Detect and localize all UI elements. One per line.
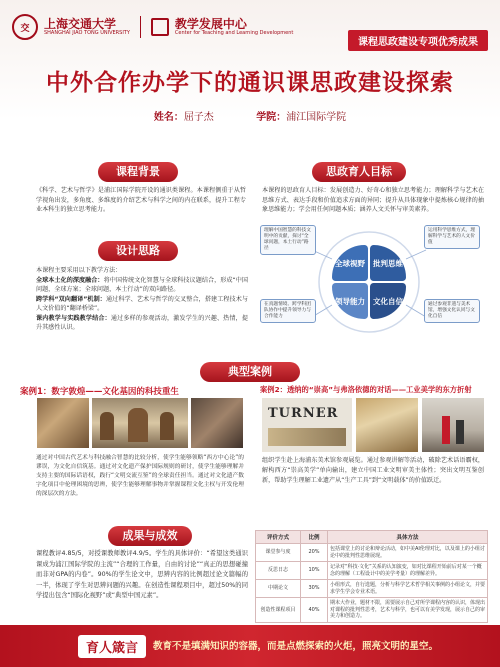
design-point-2 [36, 295, 248, 314]
case-2-text: 组织学生赴上海浦东美术馆参观展览。通过参观讲解等活动，破除艺术话语霸权，解构西方“崇高美学”单向输出，建立中国工业文明审美主体性；突出文明互鉴创新，帮助学生理解工业遗产从“生产工具”到“文明载体”的价值跃迁。 [262, 457, 484, 484]
goal-text: 本课程的思政育人目标：发展创造力、好奇心和独立思考能力；理解科学与艺术在思维方式、表达手段和价值追求方面的异同；提升从具体现象中提炼核心规律的抽象思维能力；学会用任何问题本质；涵养人文关怀与审美素养。 [262, 187, 484, 213]
table-cell: 30% [301, 580, 328, 598]
motto-banner [0, 625, 500, 667]
design-section-title: 设计思路 [98, 241, 178, 261]
table-cell: 小组形式，自行选题，分析与科学艺术哲学相关事例的小组论文，并要求学生学会专业术语。 [328, 580, 488, 598]
table-cell: 中期论文 [256, 580, 301, 598]
dunhuang-grotto-photo [92, 398, 188, 448]
poster-title: 中外合作办学下的通识课思政建设探索 [46, 70, 454, 96]
goal-section-title: 思政育人目标 [312, 162, 406, 182]
design-point-1-title: 全球本土化的深度融合： [36, 276, 104, 284]
table-row [256, 598, 488, 623]
table-header: 评价方式 [256, 531, 301, 544]
table-row [256, 562, 488, 580]
center-logo-icon [151, 18, 169, 36]
logo-bar [0, 0, 500, 54]
motto-text: 教育不是填满知识的容器，而是点燃探索的火炬，照亮文明的星空。 [153, 641, 439, 652]
design-point-1 [36, 276, 248, 295]
design-point-3 [36, 314, 248, 333]
quadrant-leadership: 领导能力 [332, 283, 368, 319]
motto-label: 育人箴言 [78, 635, 146, 658]
table-header-row [256, 531, 488, 544]
university-logo-text [44, 18, 130, 37]
table-cell: 期末大作业，题材不限，需要展示自己对所学课程内容的认识，体现出对课程的批判性思考，艺术与科学，也可以有美学发现，展示自己的审美力和创造力。 [328, 598, 488, 623]
cases-section-title: 典型案例 [200, 362, 300, 382]
case-1-title: 案例1：数字敦煌——文化基因的科技重生 [20, 387, 179, 397]
table-header: 具体方法 [328, 531, 488, 544]
university-name-en: SHANGHAI JIAO TONG UNIVERSITY [44, 29, 130, 36]
center-name: 教学发展中心 [174, 16, 247, 31]
background-text: 《科学、艺术与哲学》是浦江国际学院开设的通识类课程。本课程侧重于从哲学视角出发，多角度、多维度的介绍艺术与科学之间的内在联系，提升工程专业本科生的独立思考能力。 [36, 187, 246, 213]
university-name: 上海交通大学 [44, 16, 117, 31]
table-cell: 包括课堂上的讨论和辩论活动，如中美AI伦理对比，以及课上的小组讨论中的批判性思维展现。 [328, 544, 488, 562]
author-line [0, 108, 500, 123]
table-cell: 40% [301, 598, 328, 623]
table-cell: 记录对“科技·文化”关系的认知演变，如对比课程开始前后对某一个概念的理解（工程设计中的美学考量）的理解差异。 [328, 562, 488, 580]
award-ribbon: 课程思政建设专项优秀成果 [348, 30, 488, 51]
diagram-box-leadership: 在真题情境、跨学科团队协作中提升领导力与合作能力 [260, 299, 316, 323]
design-text [36, 266, 248, 333]
table-cell: 课堂参与度 [256, 544, 301, 562]
college-name: 浦江国际学院 [286, 112, 347, 123]
table-row [256, 544, 488, 562]
table-cell: 创造性课程项目 [256, 598, 301, 623]
name-label: 姓名： [153, 112, 184, 123]
design-point-3-text: 通过多样的参观活动，激发学生的兴趣、热情，提升其感性认识。 [36, 314, 248, 331]
diagram-box-critical: 运用科学思维方式，理解科学与艺术的人文价值 [424, 225, 480, 249]
results-text: 课程教评4.85/5，对授课教师教评4.9/5。学生的具体评价：“希望这类通识课成为浦江国际学院的主流”“合理的工作量，自由的讨论”“真正的思想碰撞而非对GPA的内卷”。90%的学生论文中，思辨内容的比例超过论文篇幅的一半，体现了学生对思辨问题的兴趣。在创造性课程项目中，超过50%的同学提出包含“国际化视野”或“典型中国元素”。 [36, 550, 248, 599]
center-logo-text [175, 18, 293, 37]
case-1-text: 通过对中国古代艺术与科技融合智慧的比较分析，使学生能够领略“西方中心论”的谬误，为文化自信筑基。通过对文化遗产保护国际规则的研讨，使学生能够理解并支持主要的国际话语权，践行“文明交流互鉴”的全球责任担当。通过对文化遗产数字化项目中伦理困境的思辨，使学生能够理解事物并掌握课程文化主权与开发伦理的深层次的方法。 [36, 455, 244, 497]
logo-divider [140, 16, 141, 38]
logos [12, 14, 293, 40]
table-cell: 反思日志 [256, 562, 301, 580]
competency-diagram [254, 217, 484, 347]
author-name: 屈子杰 [183, 112, 214, 123]
turner-painting-photo [356, 398, 418, 452]
results-section-title: 成果与成效 [108, 526, 192, 546]
dunhuang-mural-photo [37, 398, 89, 448]
table-cell: 20% [301, 544, 328, 562]
table-row [256, 580, 488, 598]
quadrant-cultural-confidence: 文化自信 [370, 283, 406, 319]
design-point-1-text: 将中国传统文化智慧与全球科技议题结合，形成“中国问题，全球方案；全球问题，本土行动”的双向路径。 [36, 276, 248, 293]
turner-exhibition-photo [262, 398, 352, 452]
dunhuang-visit-photo [191, 398, 243, 448]
turner-sign: TURNER [268, 406, 339, 421]
diagram-box-culture: 通过参观非遗与美术馆，增强文化认同与文化自信 [424, 299, 480, 323]
table-header: 比例 [301, 531, 328, 544]
evaluation-table [255, 530, 488, 623]
quadrant-critical-thinking: 批判思维 [370, 245, 406, 281]
museum-visit-photo [422, 398, 484, 452]
quadrant-global-vision: 全球视野 [332, 245, 368, 281]
design-point-3-title: 课内教学与实践教学结合： [36, 314, 111, 322]
college-label: 学院： [256, 112, 287, 123]
center-name-en: Center for Teaching and Learning Development [174, 29, 294, 36]
background-section-title: 课程背景 [98, 162, 178, 182]
case-2-title: 案例2：透纳的“崇高”与弗洛依德的对话——工业美学的东方折射 [260, 385, 472, 394]
diagram-box-global: 理解中国智慧的科技文明中的贡献，探讨“全球问题，本土行动”路径 [260, 225, 316, 255]
design-intro: 本课程主要采用以下教学方法： [36, 267, 122, 274]
design-point-2-title: 跨学科“双向翻译”机制： [36, 295, 106, 303]
table-cell: 10% [301, 562, 328, 580]
design-point-2-text: 通过科学、艺术与哲学的交叉整合，搭建工程技术与人文价值的“翻译桥梁”。 [36, 295, 248, 312]
university-seal-icon: 交 [12, 14, 38, 40]
